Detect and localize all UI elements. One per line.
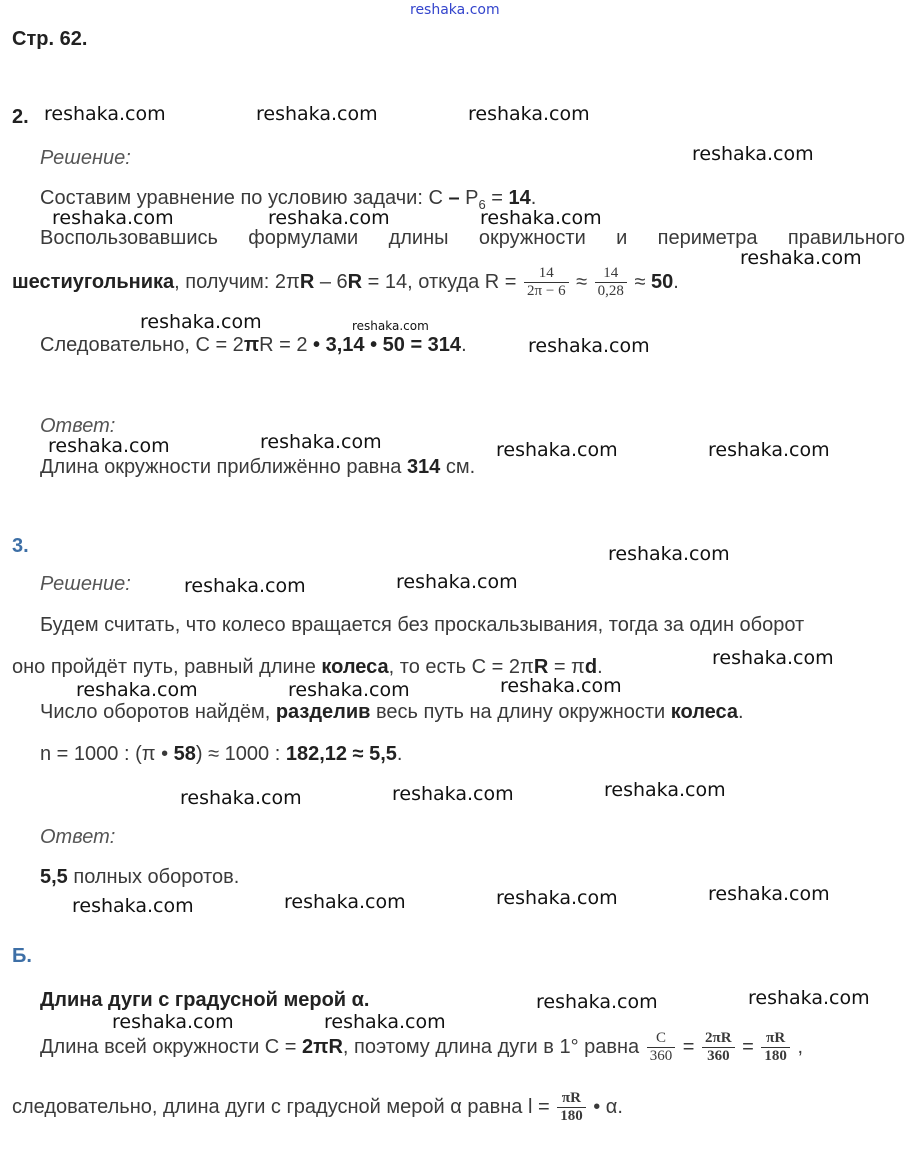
watermark: reshaka.com (392, 783, 514, 805)
watermark: reshaka.com (288, 679, 410, 701)
task-2-line-3: шестиугольника, получим: 2πR – 6R = 14, откуда R = $\frac{14}{2\pi - 6}$ ≈ $\frac{14}{0,28}$ ≈ 50. (12, 265, 679, 299)
watermark: reshaka.com (712, 647, 834, 669)
watermark: reshaka.com (608, 543, 730, 565)
fraction-2piR-over-360: $\frac{2\pi R}{360}$ (702, 1030, 735, 1065)
watermark: reshaka.com (748, 987, 870, 1009)
watermark: reshaka.com (604, 779, 726, 801)
watermark: reshaka.com (324, 1011, 446, 1033)
task-2-line-4: Следовательно, C = 2πR = 2 • 3,14 • 50 = 314. (40, 334, 467, 356)
watermark: reshaka.com (180, 787, 302, 809)
watermark: reshaka.com (140, 311, 262, 333)
task-2-answer: Длина окружности приближённо равна 314 см. (40, 456, 476, 478)
watermark: reshaka.com (48, 435, 170, 457)
watermark: reshaka.com (112, 1011, 234, 1033)
watermark: reshaka.com (352, 319, 429, 333)
watermark: reshaka.com (708, 439, 830, 461)
fraction-piR-over-180: $\frac{\pi R}{180}$ (761, 1030, 790, 1065)
fraction-c-over-360: $\frac{C}{360}$ (647, 1030, 676, 1065)
watermark: reshaka.com (528, 335, 650, 357)
watermark: reshaka.com (500, 675, 622, 697)
watermark: reshaka.com (256, 103, 378, 125)
watermark: reshaka.com (496, 439, 618, 461)
watermark: reshaka.com (536, 991, 658, 1013)
watermark: reshaka.com (52, 207, 174, 229)
task-2-line-2: Воспользовавшись формулами длины окружности и периметра правильного (40, 227, 905, 249)
task-3-answer: 5,5 полных оборотов. (40, 866, 240, 888)
task-2-solution-label: Решение: (40, 147, 131, 169)
task-3-line-1: Будем считать, что колесо вращается без проскальзывания, тогда за один оборот (40, 614, 805, 636)
watermark: reshaka.com (692, 143, 814, 165)
task-2-number: 2. (12, 106, 29, 128)
watermark: reshaka.com (72, 895, 194, 917)
section-b-line-2: следовательно, длина дуги с градусной мерой α равна l = $\frac{\pi R}{180}$ • α. (12, 1090, 623, 1124)
fraction-piR-over-180: $\frac{\pi R}{180}$ (557, 1090, 586, 1125)
task-2-line-1: Составим уравнение по условию задачи: $C - P_6 = 14$. (40, 187, 537, 212)
watermark: reshaka.com (740, 247, 862, 269)
watermark: reshaka.com (480, 207, 602, 229)
watermark: reshaka.com (268, 207, 390, 229)
task-3-line-4: n = 1000 : (π • 58) ≈ 1000 : 182,12 ≈ 5,5. (40, 743, 403, 765)
task-3-solution-label: Решение: (40, 573, 131, 595)
watermark: reshaka.com (468, 103, 590, 125)
page-label: Стр. 62. (12, 28, 88, 50)
watermark: reshaka.com (708, 883, 830, 905)
task-2-answer-label: Ответ: (40, 415, 116, 437)
watermark: reshaka.com (76, 679, 198, 701)
watermark: reshaka.com (496, 887, 618, 909)
watermark: reshaka.com (260, 431, 382, 453)
fraction-14-over-2pi-minus-6: $\frac{14}{2\pi - 6}$ (524, 265, 569, 300)
task-3-line-3: Число оборотов найдём, разделив весь путь на длину окружности колеса. (40, 701, 744, 723)
watermark: reshaka.com (284, 891, 406, 913)
watermark: reshaka.com (396, 571, 518, 593)
task-3-line-2: оно пройдёт путь, равный длине колеса, то есть C = 2πR = πd. (12, 656, 603, 678)
watermark: reshaka.com (184, 575, 306, 597)
section-b-letter: Б. (12, 945, 32, 967)
section-b-line-1: Длина всей окружности C = 2πR, поэтому длина дуги в 1° равна $\frac{C}{360}$ = $\frac{2\pi R}{360}$ = $\frac{\pi R}{180}$ , (40, 1030, 804, 1064)
top-watermark: reshaka.com (410, 2, 500, 18)
task-3-number: 3. (12, 535, 29, 557)
task-3-answer-label: Ответ: (40, 826, 116, 848)
section-b-heading: Длина дуги с градусной мерой α. (40, 989, 370, 1011)
watermark: reshaka.com (44, 103, 166, 125)
fraction-14-over-0-28: $\frac{14}{0,28}$ (595, 265, 627, 300)
